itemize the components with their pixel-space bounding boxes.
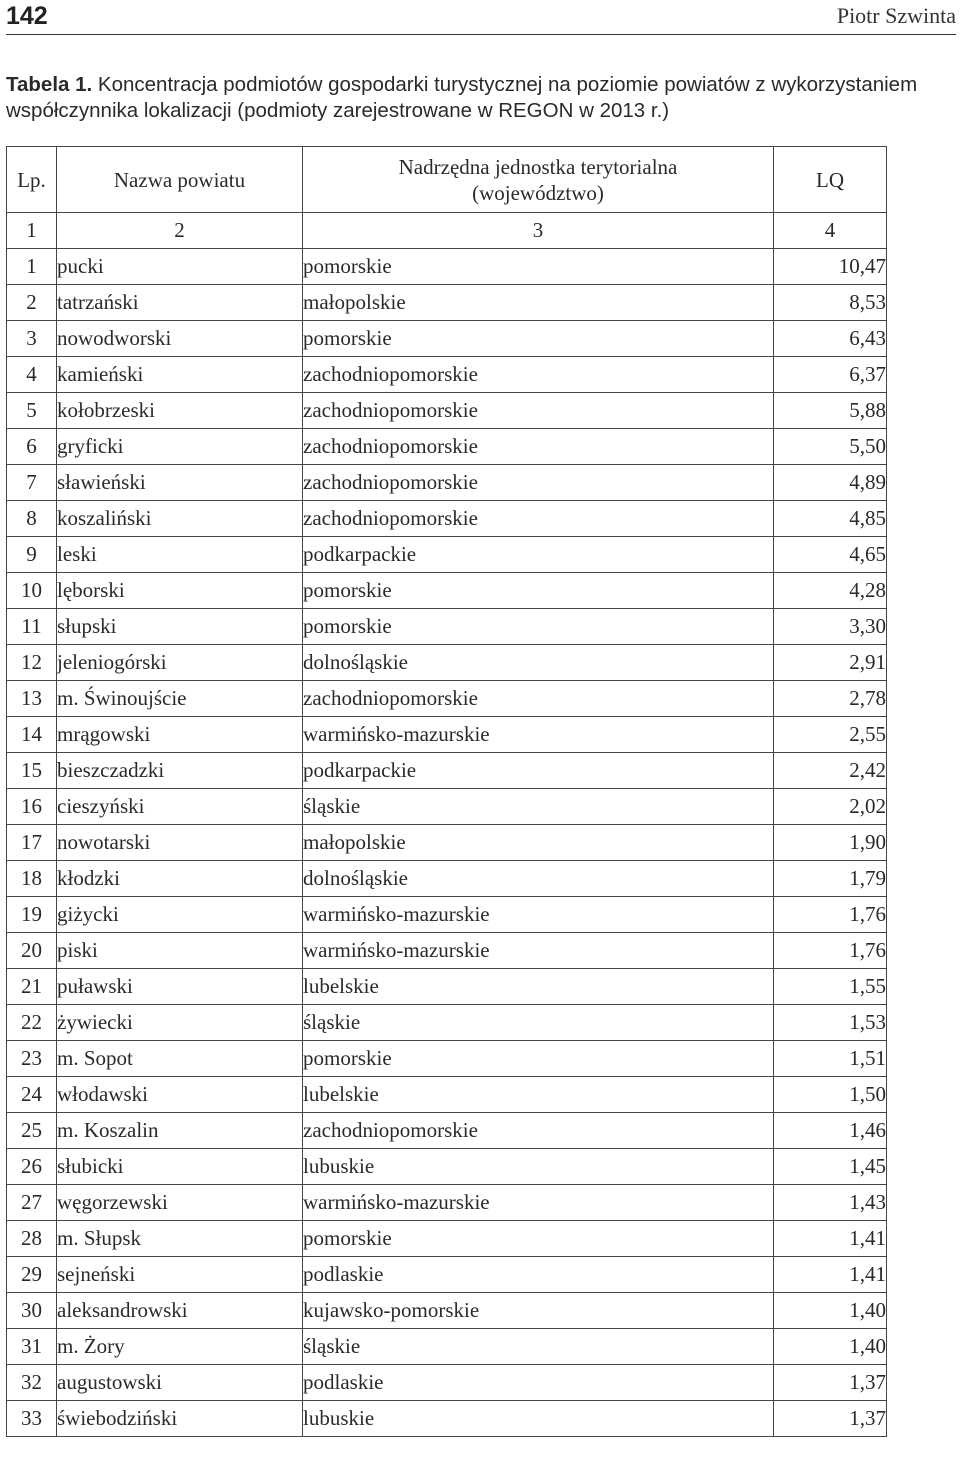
cell-nazwa-powiatu: tatrzański — [57, 285, 303, 321]
cell-lq: 2,55 — [774, 717, 887, 753]
table-row — [7, 285, 887, 321]
table-row — [7, 717, 887, 753]
cell-wojewodztwo: małopolskie — [303, 285, 774, 321]
page-header — [6, 0, 956, 35]
cell-wojewodztwo: lubuskie — [303, 1401, 774, 1437]
cell-lp: 32 — [7, 1365, 57, 1401]
cell-lp: 8 — [7, 501, 57, 537]
cell-lq: 3,30 — [774, 609, 887, 645]
cell-wojewodztwo: zachodniopomorskie — [303, 429, 774, 465]
cell-lp: 28 — [7, 1221, 57, 1257]
table-row — [7, 501, 887, 537]
cell-nazwa-powiatu: koszaliński — [57, 501, 303, 537]
cell-nazwa-powiatu: piski — [57, 933, 303, 969]
cell-lq: 1,76 — [774, 933, 887, 969]
cell-lp: 21 — [7, 969, 57, 1005]
cell-lp: 30 — [7, 1293, 57, 1329]
cell-wojewodztwo: małopolskie — [303, 825, 774, 861]
cell-wojewodztwo: podkarpackie — [303, 537, 774, 573]
cell-nazwa-powiatu: świebodziński — [57, 1401, 303, 1437]
header-wojewodztwo-line2: (województwo) — [472, 180, 604, 205]
table-row — [7, 789, 887, 825]
cell-wojewodztwo: lubelskie — [303, 1077, 774, 1113]
table-row — [7, 1257, 887, 1293]
table-row — [7, 969, 887, 1005]
cell-lq: 10,47 — [774, 249, 887, 285]
cell-nazwa-powiatu: mrągowski — [57, 717, 303, 753]
cell-nazwa-powiatu: włodawski — [57, 1077, 303, 1113]
cell-wojewodztwo: pomorskie — [303, 249, 774, 285]
cell-lp: 3 — [7, 321, 57, 357]
cell-nazwa-powiatu: węgorzewski — [57, 1185, 303, 1221]
cell-wojewodztwo: podlaskie — [303, 1365, 774, 1401]
cell-nazwa-powiatu: nowodworski — [57, 321, 303, 357]
cell-wojewodztwo: śląskie — [303, 1005, 774, 1041]
table-row — [7, 1185, 887, 1221]
cell-lp: 11 — [7, 609, 57, 645]
cell-lq: 1,37 — [774, 1401, 887, 1437]
cell-lq: 1,79 — [774, 861, 887, 897]
cell-nazwa-powiatu: lęborski — [57, 573, 303, 609]
cell-lp: 19 — [7, 897, 57, 933]
cell-nazwa-powiatu: bieszczadzki — [57, 753, 303, 789]
cell-wojewodztwo: zachodniopomorskie — [303, 357, 774, 393]
table-row — [7, 249, 887, 285]
cell-nazwa-powiatu: gryficki — [57, 429, 303, 465]
table-caption — [6, 72, 956, 124]
cell-lp: 6 — [7, 429, 57, 465]
cell-nazwa-powiatu: m. Żory — [57, 1329, 303, 1365]
table-row — [7, 1329, 887, 1365]
cell-lp: 5 — [7, 393, 57, 429]
cell-wojewodztwo: pomorskie — [303, 321, 774, 357]
cell-lq: 1,45 — [774, 1149, 887, 1185]
cell-wojewodztwo: śląskie — [303, 1329, 774, 1365]
cell-lp: 13 — [7, 681, 57, 717]
page-author: Piotr Szwinta — [836, 3, 956, 28]
cell-lp: 23 — [7, 1041, 57, 1077]
cell-wojewodztwo: pomorskie — [303, 1221, 774, 1257]
cell-wojewodztwo: kujawsko-pomorskie — [303, 1293, 774, 1329]
table-body — [7, 249, 887, 1437]
header-wojewodztwo — [303, 147, 774, 213]
cell-wojewodztwo: śląskie — [303, 789, 774, 825]
cell-wojewodztwo: lubuskie — [303, 1149, 774, 1185]
table-row — [7, 321, 887, 357]
cell-lp: 10 — [7, 573, 57, 609]
cell-wojewodztwo: warmińsko-mazurskie — [303, 717, 774, 753]
table-row — [7, 1401, 887, 1437]
cell-wojewodztwo: lubelskie — [303, 969, 774, 1005]
column-number: 2 — [57, 213, 303, 249]
column-number: 1 — [7, 213, 57, 249]
cell-lp: 1 — [7, 249, 57, 285]
table-row — [7, 1041, 887, 1077]
caption-text: Koncentracja podmiotów gospodarki turystycznej na poziomie powiatów z wykorzystaniem współczynnika lokalizacji (podmioty zarejestrowane w REGON w 2013 r.) — [6, 73, 918, 122]
cell-lp: 25 — [7, 1113, 57, 1149]
column-numbers-row — [7, 213, 887, 249]
table-row — [7, 1149, 887, 1185]
cell-nazwa-powiatu: pucki — [57, 249, 303, 285]
table-row — [7, 1005, 887, 1041]
cell-lp: 29 — [7, 1257, 57, 1293]
table-row — [7, 861, 887, 897]
cell-wojewodztwo: podlaskie — [303, 1257, 774, 1293]
table-row — [7, 681, 887, 717]
cell-lq: 5,88 — [774, 393, 887, 429]
header-nazwa-powiatu: Nazwa powiatu — [57, 147, 303, 213]
cell-lq: 1,76 — [774, 897, 887, 933]
cell-lp: 33 — [7, 1401, 57, 1437]
cell-wojewodztwo: pomorskie — [303, 1041, 774, 1077]
cell-nazwa-powiatu: słupski — [57, 609, 303, 645]
cell-nazwa-powiatu: nowotarski — [57, 825, 303, 861]
cell-wojewodztwo: zachodniopomorskie — [303, 501, 774, 537]
cell-lp: 12 — [7, 645, 57, 681]
cell-lp: 4 — [7, 357, 57, 393]
table-row — [7, 1293, 887, 1329]
cell-lp: 17 — [7, 825, 57, 861]
cell-wojewodztwo: warmińsko-mazurskie — [303, 897, 774, 933]
cell-lq: 1,40 — [774, 1293, 887, 1329]
cell-lp: 7 — [7, 465, 57, 501]
table-row — [7, 573, 887, 609]
cell-lq: 2,78 — [774, 681, 887, 717]
cell-lp: 16 — [7, 789, 57, 825]
cell-lq: 4,28 — [774, 573, 887, 609]
table-row — [7, 537, 887, 573]
table-row — [7, 393, 887, 429]
cell-nazwa-powiatu: puławski — [57, 969, 303, 1005]
cell-nazwa-powiatu: cieszyński — [57, 789, 303, 825]
cell-lq: 2,91 — [774, 645, 887, 681]
cell-nazwa-powiatu: jeleniogórski — [57, 645, 303, 681]
cell-lp: 27 — [7, 1185, 57, 1221]
cell-wojewodztwo: warmińsko-mazurskie — [303, 1185, 774, 1221]
cell-nazwa-powiatu: m. Sopot — [57, 1041, 303, 1077]
cell-lq: 1,41 — [774, 1257, 887, 1293]
cell-lp: 31 — [7, 1329, 57, 1365]
cell-wojewodztwo: zachodniopomorskie — [303, 465, 774, 501]
cell-lq: 4,65 — [774, 537, 887, 573]
table-row — [7, 1221, 887, 1257]
table-row — [7, 1113, 887, 1149]
cell-lp: 26 — [7, 1149, 57, 1185]
cell-wojewodztwo: podkarpackie — [303, 753, 774, 789]
table-row — [7, 897, 887, 933]
cell-lq: 1,55 — [774, 969, 887, 1005]
cell-nazwa-powiatu: żywiecki — [57, 1005, 303, 1041]
cell-wojewodztwo: zachodniopomorskie — [303, 1113, 774, 1149]
cell-nazwa-powiatu: augustowski — [57, 1365, 303, 1401]
cell-lp: 22 — [7, 1005, 57, 1041]
cell-lq: 1,50 — [774, 1077, 887, 1113]
header-lp: Lp. — [7, 147, 57, 213]
cell-lp: 15 — [7, 753, 57, 789]
cell-lq: 5,50 — [774, 429, 887, 465]
cell-lq: 1,43 — [774, 1185, 887, 1221]
table-row — [7, 645, 887, 681]
lq-table — [6, 146, 887, 1437]
cell-lq: 1,51 — [774, 1041, 887, 1077]
cell-lp: 14 — [7, 717, 57, 753]
page-number: 142 — [6, 2, 48, 30]
header-lq: LQ — [774, 147, 887, 213]
table-row — [7, 357, 887, 393]
cell-nazwa-powiatu: kłodzki — [57, 861, 303, 897]
table-row — [7, 1077, 887, 1113]
cell-lq: 6,37 — [774, 357, 887, 393]
column-number: 3 — [303, 213, 774, 249]
table-row — [7, 465, 887, 501]
cell-lq: 1,53 — [774, 1005, 887, 1041]
cell-lq: 1,40 — [774, 1329, 887, 1365]
cell-lp: 9 — [7, 537, 57, 573]
cell-lq: 4,89 — [774, 465, 887, 501]
cell-lp: 24 — [7, 1077, 57, 1113]
header-wojewodztwo-line1: Nadrzędna jednostka terytorialna — [398, 154, 678, 179]
cell-lq: 8,53 — [774, 285, 887, 321]
cell-lq: 4,85 — [774, 501, 887, 537]
table-row — [7, 933, 887, 969]
cell-wojewodztwo: zachodniopomorskie — [303, 681, 774, 717]
cell-lq: 1,37 — [774, 1365, 887, 1401]
cell-nazwa-powiatu: giżycki — [57, 897, 303, 933]
caption-label: Tabela 1. — [6, 73, 93, 96]
cell-lq: 1,46 — [774, 1113, 887, 1149]
table-header-row — [7, 147, 887, 213]
column-number: 4 — [774, 213, 887, 249]
cell-wojewodztwo: dolnośląskie — [303, 645, 774, 681]
table-row — [7, 753, 887, 789]
cell-nazwa-powiatu: sławieński — [57, 465, 303, 501]
cell-lq: 1,41 — [774, 1221, 887, 1257]
cell-nazwa-powiatu: m. Słupsk — [57, 1221, 303, 1257]
cell-nazwa-powiatu: aleksandrowski — [57, 1293, 303, 1329]
cell-nazwa-powiatu: m. Świnoujście — [57, 681, 303, 717]
cell-nazwa-powiatu: kołobrzeski — [57, 393, 303, 429]
cell-wojewodztwo: dolnośląskie — [303, 861, 774, 897]
cell-wojewodztwo: pomorskie — [303, 609, 774, 645]
cell-wojewodztwo: pomorskie — [303, 573, 774, 609]
table-row — [7, 825, 887, 861]
table-row — [7, 609, 887, 645]
cell-lp: 20 — [7, 933, 57, 969]
cell-lp: 2 — [7, 285, 57, 321]
cell-lq: 2,02 — [774, 789, 887, 825]
table-row — [7, 1365, 887, 1401]
cell-lq: 6,43 — [774, 321, 887, 357]
cell-lq: 2,42 — [774, 753, 887, 789]
table-row — [7, 429, 887, 465]
cell-nazwa-powiatu: sejneński — [57, 1257, 303, 1293]
cell-lq: 1,90 — [774, 825, 887, 861]
cell-nazwa-powiatu: kamieński — [57, 357, 303, 393]
cell-nazwa-powiatu: m. Koszalin — [57, 1113, 303, 1149]
cell-wojewodztwo: zachodniopomorskie — [303, 393, 774, 429]
cell-wojewodztwo: warmińsko-mazurskie — [303, 933, 774, 969]
cell-lp: 18 — [7, 861, 57, 897]
cell-nazwa-powiatu: słubicki — [57, 1149, 303, 1185]
cell-nazwa-powiatu: leski — [57, 537, 303, 573]
